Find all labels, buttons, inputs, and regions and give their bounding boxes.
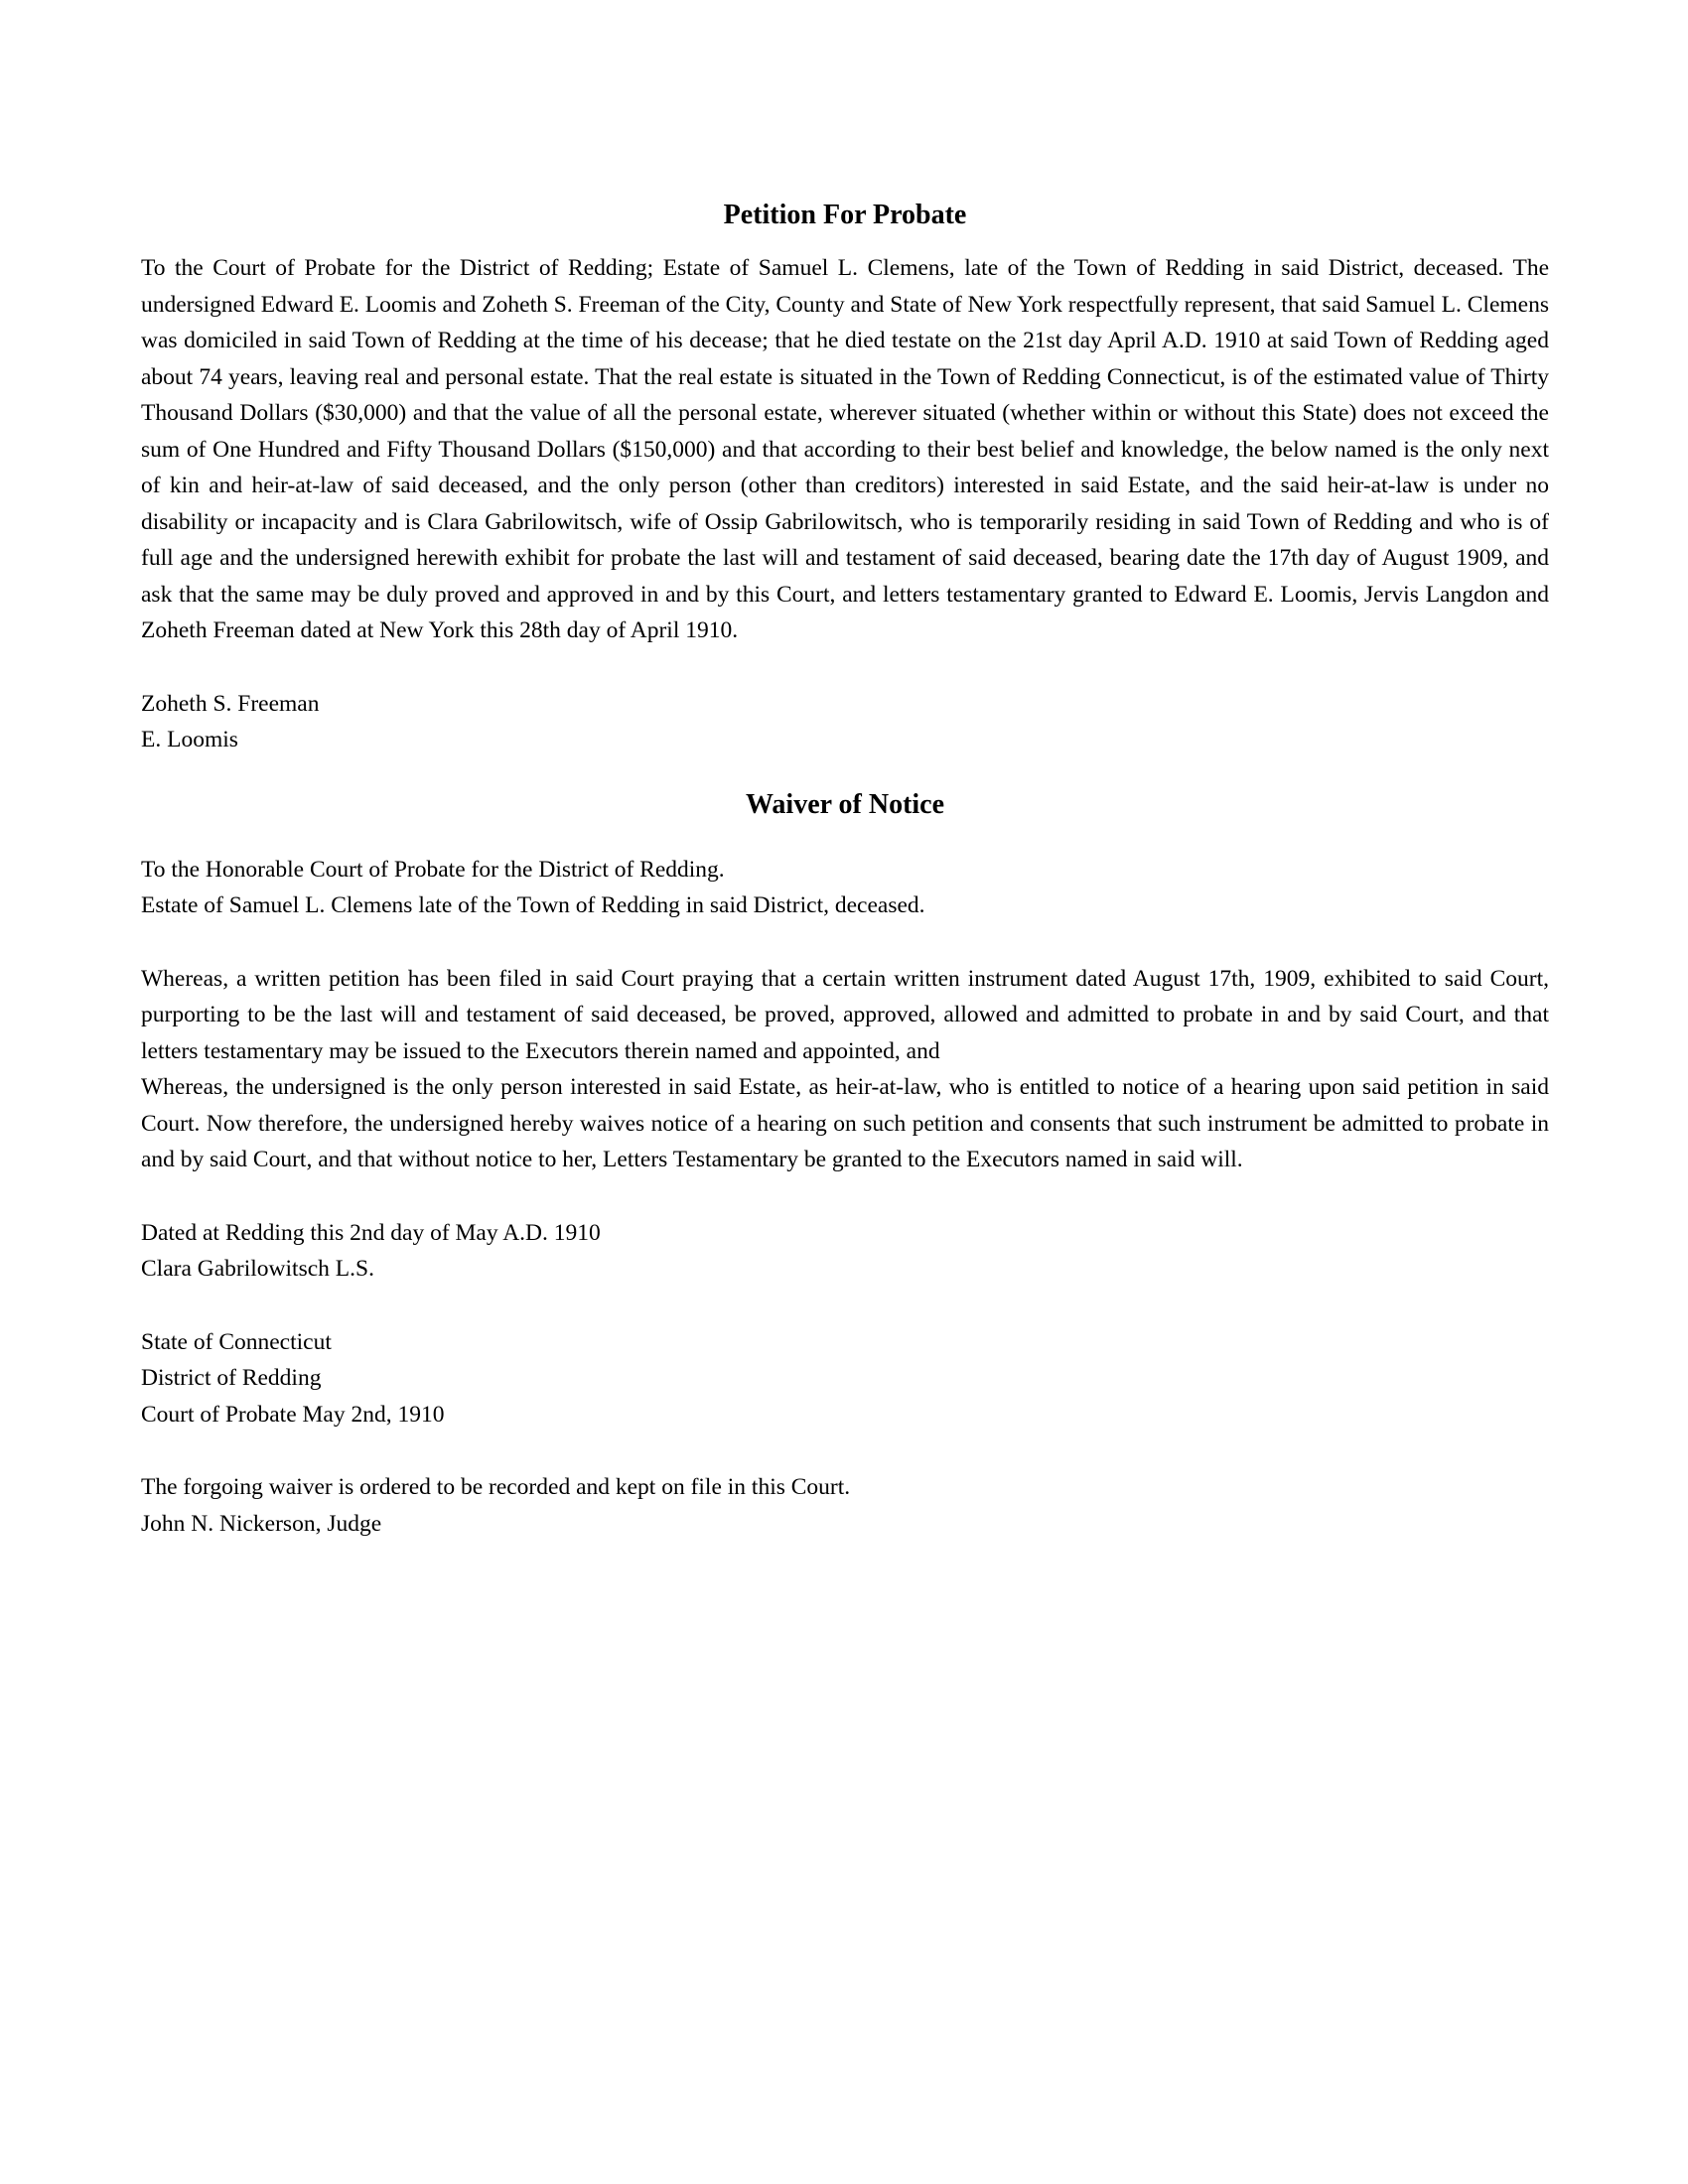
petitioner-signature-freeman: Zoheth S. Freeman — [141, 690, 320, 717]
waiver-salutation-court-line: To the Honorable Court of Probate for the District of Redding. — [141, 856, 725, 883]
petition-signature-block — [141, 686, 1549, 758]
petitioner-signature-loomis: E. Loomis — [141, 727, 238, 752]
closing-order-block — [141, 1469, 1549, 1542]
waiver-signature-clara: Clara Gabrilowitsch L.S. — [141, 1256, 374, 1282]
judge-signature-line: John N. Nickerson, Judge — [141, 1510, 382, 1537]
waiver-dated-line: Dated at Redding this 2nd day of May A.D. 1910 — [141, 1219, 601, 1246]
court-record-state-line: State of Connecticut — [141, 1328, 332, 1355]
petition-title: Petition For Probate — [723, 200, 967, 230]
waiver-dated-block — [141, 1215, 1549, 1288]
waiver-salutation-estate-line: Estate of Samuel L. Clemens late of the Town of Redding in said District, deceased. — [141, 892, 925, 918]
waiver-salutation-block — [141, 852, 1549, 924]
closing-order-line: The forgoing waiver is ordered to be recorded and kept on file in this Court. — [141, 1474, 851, 1500]
court-record-date-line: Court of Probate May 2nd, 1910 — [141, 1401, 445, 1428]
waiver-whereas-petition-paragraph: Whereas, a written petition has been filed in said Court praying that a certain written instrument dated August 17th, 1909, exhibited to said Court, purporting to be the last will and testament of said deceased, be proved, approved, allowed and admitted to probate in and by said Court, and that letters testamentary may be issued to the Executors therein named and appointed, and — [141, 965, 1549, 1064]
waiver-title: Waiver of Notice — [745, 788, 945, 820]
court-record-district-line: District of Redding — [141, 1365, 322, 1391]
waiver-whereas-block — [141, 961, 1549, 1178]
court-record-block — [141, 1324, 1549, 1433]
waiver-whereas-heir-paragraph: Whereas, the undersigned is the only person interested in said Estate, as heir-at-law, who is entitled to notice of a hearing upon said petition in said Court. Now therefore, the undersigned hereby waives notice of a hearing on such petition and consents that such instrument be admitted to probate in and by said Court, and that without notice to her, Letters Testamentary be granted to the Executors named in said will. — [141, 1074, 1549, 1172]
petition-body-paragraph: To the Court of Probate for the District of Redding; Estate of Samuel L. Clemens, late of the Town of Redding in said District, deceased. The undersigned Edward E. Loomis and Zoheth S. Freeman of the City, County and State of New York respectfully represent, that said Samuel L. Clemens was domiciled in said Town of Redding at the time of his decease; that he died testate on the 21st day April A.D. 1910 at said Town of Redding aged about 74 years, leaving real and personal estate. That the real estate is situated in the Town of Redding Connecticut, is of the estimated value of Thirty Thousand Dollars ($30,000) and that the value of all the personal estate, wherever situated (whether within or without this State) does not exceed the sum of One Hundred and Fifty Thousand Dollars ($150,000) and that according to their best belief and knowledge, the below named is the only next of kin and heir-at-law of said deceased, and the only person (other than creditors) interested in said Estate, and the said heir-at-law is under no disability or incapacity and is Clara Gabrilowitsch, wife of Ossip Gabrilowitsch, who is temporarily residing in said Town of Redding and who is of full age and the undersigned herewith exhibit for probate the last will and testament of said deceased, bearing date the 17th day of August 1909, and ask that the same may be duly proved and approved in and by this Court, and letters testamentary granted to Edward E. Loomis, Jervis Langdon and Zoheth Freeman dated at New York this 28th day of April 1910. — [141, 255, 1549, 643]
